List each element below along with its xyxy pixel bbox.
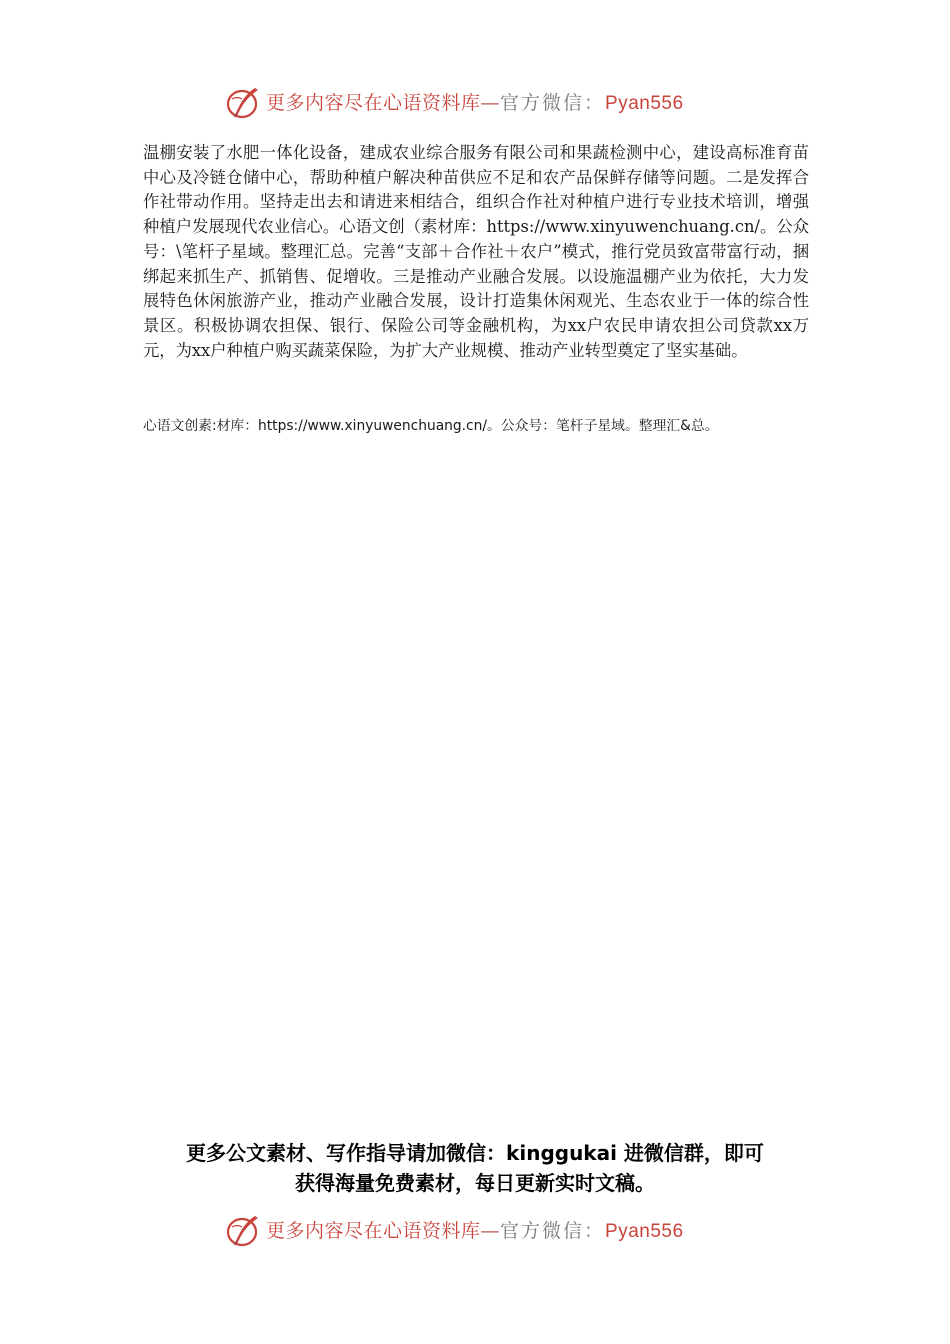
header-banner-text <box>266 91 684 116</box>
banner-dash: — <box>480 1220 501 1242</box>
footer-banner <box>0 1211 950 1251</box>
body-paragraph: 温棚安装了水肥一体化设备，建成农业综合服务有限公司和果蔬检测中心，建设高标准育苗中心及冷链仓储中心，帮助种植户解决种苗供应不足和农产品保鲜存储等问题。二是发挥合作社带动作用。坚持走出去和请进来相结合，组织合作社对种植户进行专业技术培训，增强种植户发展现代农业信心。心语文创（素材库：https://www.xinyuwenchuang.cn/。公众号：\笔杆子星域。整理汇总。完善“支部＋合作社＋农户”模式，推行党员致富带富行动，捆绑起来抓生产、抓销售、促增收。三是推动产业融合发展。以设施温棚产业为依托，大力发展特色休闲旅游产业，推动产业融合发展，设计打造集休闲观光、生态农业于一体的综合性景区。积极协调农担保、银行、保险公司等金融机构，为xx户农民申请农担公司贷款xx万元，为xx户种植户购买蔬菜保险，为扩大产业规模、推动产业转型奠定了坚实基础。 <box>143 143 809 360</box>
quill-pen-circle-icon <box>225 1213 265 1249</box>
promo-block <box>130 1138 820 1198</box>
wechat-id: Pyan556 <box>605 93 684 114</box>
promo-line-2: 获得海量免费素材，每日更新实时文稿。 <box>295 1171 655 1195</box>
footer-banner-text <box>266 1219 684 1244</box>
wechat-label: 官方微信： <box>500 92 606 114</box>
source-line: 心语文创素:材库：https://www.xinyuwenchuang.cn/。公众号：笔杆子星域。整理汇&总。 <box>143 418 719 434</box>
brand-text: 更多内容尽在心语资料库 <box>266 92 481 114</box>
quill-pen-circle-icon <box>225 85 265 121</box>
brand-text: 更多内容尽在心语资料库 <box>266 1220 481 1242</box>
header-banner <box>0 83 950 123</box>
wechat-label: 官方微信： <box>500 1220 606 1242</box>
banner-dash: — <box>480 92 501 114</box>
promo-line-1: 更多公文素材、写作指导请加微信：kinggukai 进微信群，即可 <box>186 1141 764 1165</box>
wechat-id: Pyan556 <box>605 1221 684 1242</box>
